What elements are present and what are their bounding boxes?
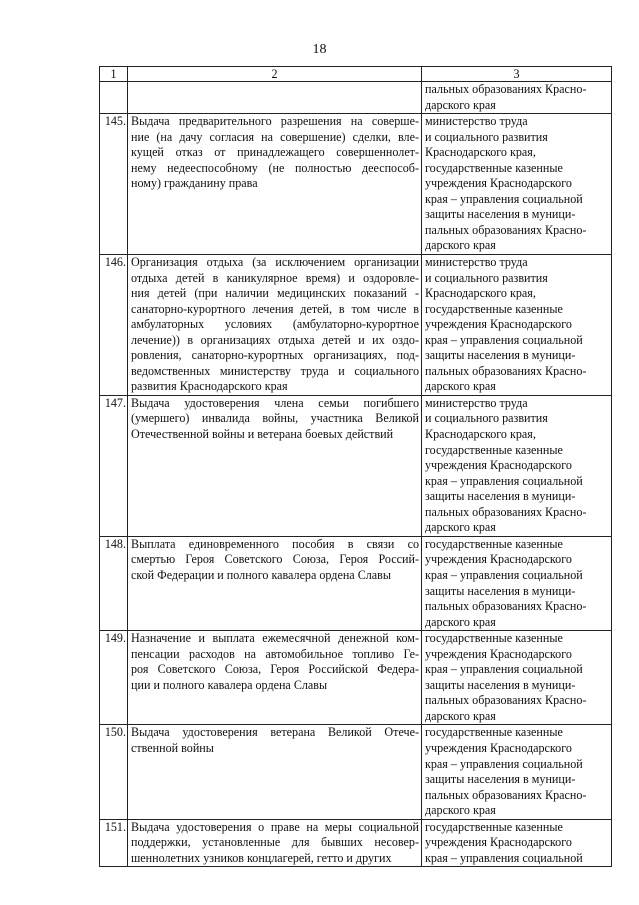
authority-line: пальных образованиях Красно- <box>425 693 587 708</box>
authority-line: защиты населения в муници- <box>425 772 576 787</box>
authority-line: пальных образованиях Красно- <box>425 82 587 96</box>
description-line: Организация отдыха (за исключением организации <box>131 255 419 270</box>
authority-line: учреждения Краснодарского <box>425 646 572 661</box>
description-line: Выдача предварительного разрешения на совершe- <box>131 114 419 129</box>
authority-line: дарского края <box>425 708 496 723</box>
description-line: нему недееспособному (не полностью дееспособ- <box>131 160 419 175</box>
page-number: 18 <box>312 42 327 57</box>
authority-line: защиты населения в муници- <box>425 677 576 692</box>
responsible-authority <box>422 255 612 396</box>
authority-line: защиты населения в муници- <box>425 583 576 598</box>
description-line: амбулаторных условиях (амбулаторно-курортное <box>131 317 419 332</box>
description-line: Выдача удостоверения о праве на меры социальной <box>131 819 419 834</box>
service-description <box>128 819 422 867</box>
header-col-2: 2 <box>128 67 422 82</box>
service-description <box>128 82 422 114</box>
description-line: ственной войны <box>131 740 214 755</box>
header-col-1: 1 <box>100 67 128 82</box>
description-line: ному) гражданину права <box>131 176 258 191</box>
service-description <box>128 395 422 536</box>
authority-line: министерство труда <box>425 114 528 129</box>
service-description <box>128 114 422 255</box>
table-row <box>100 725 612 819</box>
description-line: ровления, санаторно-курортных организациях, под- <box>131 348 419 363</box>
service-description <box>128 725 422 819</box>
service-description <box>128 631 422 725</box>
authority-line: пальных образованиях Красно- <box>425 787 587 802</box>
authority-line: Краснодарского края, <box>425 427 536 442</box>
description-line: поддержки, установленные для бывших несовер- <box>131 835 419 850</box>
authority-line: дарского края <box>425 803 496 818</box>
authority-line: края – управления социальной <box>425 332 583 347</box>
description-line: кущей отказ от принадлежащего совершеннолет- <box>131 145 419 160</box>
row-number: 146. <box>100 255 128 396</box>
authority-line: учреждения Краснодарского <box>425 458 572 473</box>
authority-line: учреждения Краснодарского <box>425 176 572 191</box>
authority-line: учреждения Краснодарского <box>425 740 572 755</box>
responsible-authority <box>422 114 612 255</box>
authority-line: государственные казенные <box>425 160 563 175</box>
table-row <box>100 819 612 867</box>
row-number: 150. <box>100 725 128 819</box>
authority-line: государственные казенные <box>425 442 563 457</box>
authority-line: пальных образованиях Красно- <box>425 363 587 378</box>
authority-line: государственные казенные <box>425 725 563 740</box>
description-line: пенсации расходов на автомобильное топливо Ге- <box>131 646 419 661</box>
authority-line: Краснодарского края, <box>425 145 536 160</box>
authority-line: края – управления социальной <box>425 756 583 771</box>
authority-line: пальных образованиях Красно- <box>425 504 587 519</box>
table-row <box>100 395 612 536</box>
description-line: шеннолетних узников концлагерей, гетто и других <box>131 850 392 865</box>
responsible-authority <box>422 536 612 630</box>
description-line: (умершего) инвалида войны, участника Великой <box>131 411 419 426</box>
authority-line: дарского края <box>425 238 496 253</box>
authority-line: пальных образованиях Красно- <box>425 222 587 237</box>
row-number: 145. <box>100 114 128 255</box>
authority-line: и социального развития <box>425 270 548 285</box>
authority-line: и социального развития <box>425 411 548 426</box>
authority-line: государственные казенные <box>425 301 563 316</box>
header-col-3: 3 <box>422 67 612 82</box>
authority-line: защиты населения в муници- <box>425 207 576 222</box>
table-body <box>100 67 612 867</box>
carry-over-row <box>100 82 612 114</box>
authority-line: дарского края <box>425 379 496 394</box>
description-line: ния детей (при наличии медицинских показаний - <box>131 286 419 301</box>
service-description <box>128 255 422 396</box>
authority-line: дарского края <box>425 97 496 112</box>
description-line: смертью Героя Советского Союза, Героя Россий- <box>131 552 419 567</box>
table-header-row <box>100 67 612 82</box>
authority-line: края – управления социальной <box>425 191 583 206</box>
description-line: развития Краснодарского края <box>131 379 288 394</box>
authority-line: края – управления социальной <box>425 473 583 488</box>
authority-line: дарского края <box>425 614 496 629</box>
table-row <box>100 536 612 630</box>
authority-line: пальных образованиях Красно- <box>425 599 587 614</box>
table-row <box>100 114 612 255</box>
authority-line: Краснодарского края, <box>425 286 536 301</box>
row-number: 147. <box>100 395 128 536</box>
authority-line: государственные казенные <box>425 536 563 551</box>
description-line: Отечественной войны и ветерана боевых действий <box>131 427 394 442</box>
row-number: 151. <box>100 819 128 867</box>
description-line: ской Федерации и полного кавалера ордена Славы <box>131 567 391 582</box>
description-line: санаторно-курортного лечения детей, в том числе в <box>131 301 419 316</box>
authority-line: государственные казенные <box>425 819 563 834</box>
authority-line: учреждения Краснодарского <box>425 835 572 850</box>
authority-line: министерство труда <box>425 255 528 270</box>
row-number <box>100 82 128 114</box>
authority-line: учреждения Краснодарского <box>425 317 572 332</box>
description-line: Выплата единовременного пособия в связи со <box>131 536 419 551</box>
table-row <box>100 255 612 396</box>
authority-line: государственные казенные <box>425 631 563 646</box>
description-line: Выдача удостоверения члена семьи погибшего <box>131 395 419 410</box>
description-line: Назначение и выплата ежемесячной денежной ком- <box>131 631 419 646</box>
authority-line: края – управления социальной <box>425 567 583 582</box>
description-line: роя Советского Союза, Героя Российской Федера- <box>131 662 419 677</box>
row-number: 149. <box>100 631 128 725</box>
description-line: отдыха детей в каникулярное время) и оздоровле- <box>131 270 419 285</box>
responsible-authority <box>422 631 612 725</box>
description-line: ции и полного кавалера ордена Славы <box>131 677 328 692</box>
description-line: ние (на дачу согласия на совершение) сделки, вле- <box>131 129 419 144</box>
responsible-authority <box>422 82 612 114</box>
row-number: 148. <box>100 536 128 630</box>
authority-line: министерство труда <box>425 395 528 410</box>
responsible-authority <box>422 395 612 536</box>
authority-line: и социального развития <box>425 129 548 144</box>
authority-line: учреждения Краснодарского <box>425 552 572 567</box>
description-line: Выдача удостоверения ветерана Великой Отече- <box>131 725 419 740</box>
description-line: лечение)) в организациях отдыха детей и их оздо- <box>131 332 419 347</box>
authority-line: защиты населения в муници- <box>425 348 576 363</box>
authority-line: края – управления социальной <box>425 850 583 865</box>
table-row <box>100 631 612 725</box>
services-table <box>99 66 612 867</box>
authority-line: края – управления социальной <box>425 662 583 677</box>
service-description <box>128 536 422 630</box>
responsible-authority <box>422 819 612 867</box>
authority-line: защиты населения в муници- <box>425 489 576 504</box>
description-line: ведомственных министерству труда и социального <box>131 363 419 378</box>
authority-line: дарского края <box>425 520 496 535</box>
responsible-authority <box>422 725 612 819</box>
